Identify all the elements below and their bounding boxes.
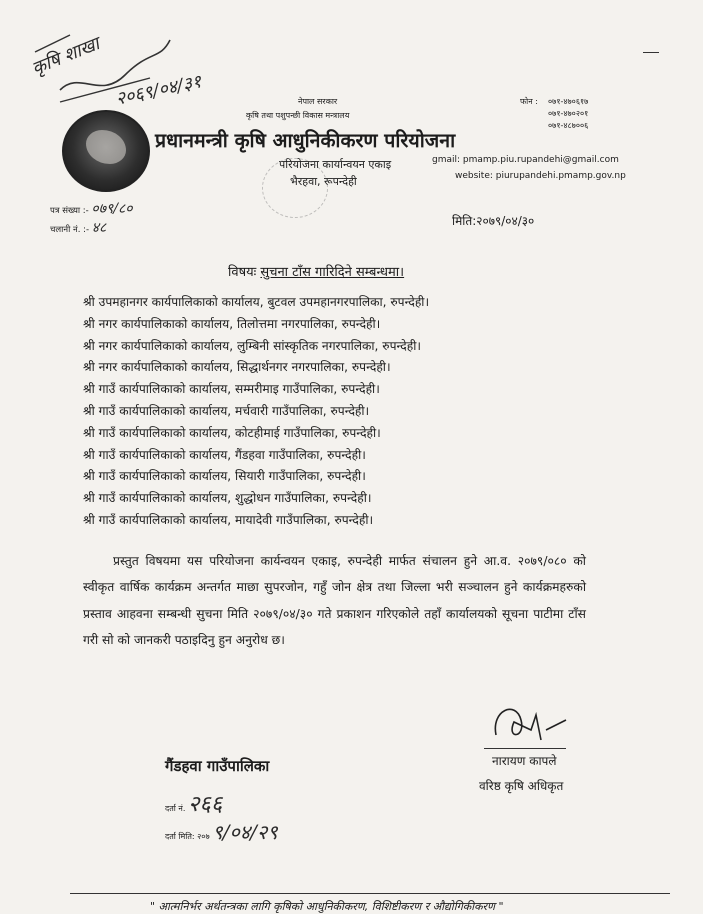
dispatch-number-value: ४८ <box>91 220 107 236</box>
handwritten-date: २०६९/०४/३१ <box>113 71 204 110</box>
signature-scribble-icon <box>486 700 576 750</box>
stamp-reg-date-label: दर्ता मिति: २०७ <box>165 832 210 841</box>
signatory-title: वरिष्ठ कृषि अधिकृत <box>479 779 564 793</box>
stamp-office: गैंडहवा गाउँपालिका <box>165 757 270 775</box>
handwritten-note <box>30 30 260 120</box>
recipient-item: श्री गाउँ कार्यपालिकाको कार्यालय, मायादेवी गाउँपालिका, रुपन्देही। <box>83 512 374 527</box>
recipient-item: श्री गाउँ कार्यपालिकाको कार्यालय, कोटहीमाई गाउँपालिका, रुपन्देही। <box>83 425 381 440</box>
stamp-reg-date-value: ९/०४/२९ <box>212 820 278 844</box>
stamp-reg-no-label: दर्ता नं. <box>165 804 186 813</box>
dispatch-number-label: चलानी नं. :- <box>50 225 90 235</box>
ministry-name: कृषि तथा पशुपन्छी विकास मन्त्रालय <box>246 111 350 120</box>
government-name: नेपाल सरकार <box>298 97 338 106</box>
margin-mark <box>643 52 659 53</box>
recipient-item: श्री गाउँ कार्यपालिकाको कार्यालय, सियारी गाउँपालिका, रुपन्देही। <box>83 469 366 484</box>
phone-2: ०७१-४७०२०१ <box>548 109 589 118</box>
project-title: प्रधानमन्त्री कृषि आधुनिकीकरण परियोजना <box>155 129 456 152</box>
phone-3: ०७१-४८७००६ <box>548 121 589 130</box>
recipient-item: श्री नगर कार्यपालिकाको कार्यालय, तिलोत्तमा नगरपालिका, रुपन्देही। <box>83 316 381 331</box>
office-seal-icon <box>262 158 328 218</box>
stamp-reg-no-row <box>165 788 222 818</box>
letter-number-row <box>50 199 133 218</box>
contact-email: gmail: pmamp.piu.rupandehi@gmail.com <box>432 155 619 165</box>
recipient-item: श्री गाउँ कार्यपालिकाको कार्यालय, शुद्धोधन गाउँपालिका, रुपन्देही। <box>83 491 372 506</box>
stamp-reg-date-row <box>165 818 278 845</box>
recipient-item: श्री गाउँ कार्यपालिकाको कार्यालय, गैंडहवा गाउँपालिका, रुपन्देही। <box>83 447 366 462</box>
phone-1: ०७१-४७०६१७ <box>548 97 589 106</box>
signatory-name: नारायण कापले <box>492 754 557 768</box>
office-location: भैरहवा, रूपन्देही <box>290 175 357 188</box>
subject-text: सुचना टाँस गारिदिने सम्बन्धमा। <box>260 265 405 280</box>
handwritten-note-line1: कृषि शाखा <box>28 33 103 80</box>
unit-name: परियोजना कार्यान्वयन एकाइ <box>279 158 392 171</box>
recipient-list <box>83 292 523 532</box>
recipient-item: श्री नगर कार्यपालिकाको कार्यालय, सिद्धार्थनगर नगरपालिका, रुपन्देही। <box>83 360 391 375</box>
recipient-item: श्री गाउँ कार्यपालिकाको कार्यालय, मर्चवारी गाउँपालिका, रुपन्देही। <box>83 403 370 418</box>
dispatch-number-row <box>50 218 106 237</box>
handwritten-scribble-icon <box>30 30 260 120</box>
recipient-item: श्री उपमहानगर कार्यपालिकाको कार्यालय, बुटवल उपमहानगरपालिका, रुपन्देही। <box>83 295 430 309</box>
received-stamp <box>155 748 340 858</box>
recipient-item: श्री नगर कार्यपालिकाको कार्यालय, लुम्बिनी सांस्कृतिक नगरपालिका, रुपन्देही। <box>83 338 421 353</box>
subject-line <box>228 262 404 280</box>
footer-slogan: " आत्मनिर्भर अर्थतन्त्रका लागि कृषिको आधुनिकीकरण, विशिष्टीकरण र औद्योगिकीकरण " <box>150 900 504 913</box>
footer-divider <box>70 893 670 894</box>
signature-line <box>484 748 566 749</box>
nepal-emblem-icon <box>62 110 150 192</box>
stamp-reg-no-value: २६६ <box>187 792 223 817</box>
letter-date: मिति:२०७९/०४/३० <box>452 214 535 228</box>
phone-label: फोन : <box>520 97 538 106</box>
subject-label: विषयः <box>228 265 257 280</box>
recipient-item: श्री गाउँ कार्यपालिकाको कार्यालय, सम्मरीमाइ गाउँपालिका, रुपन्देही। <box>83 382 380 397</box>
letter-number-value: ०७९/८० <box>91 201 133 217</box>
body-paragraph: प्रस्तुत विषयमा यस परियोजना कार्यन्वयन एकाइ, रुपन्देही मार्फत संचालन हुने आ.व. २०७९/०८० को स्वीकृत वार्षिक कार्यक्रम अन्तर्गत माछा सुपरजोन, गहुँ जोन क्षेत्र तथा जिल्ला भरी सञ्चालन हुने कार्यक्रमहरुको प्रस्ताव आहवना सम्बन्धी सुचना मिति २०७९/०४/३० गते प्रकाशन गरिएकोले तहाँ कार्यालयको सूचना पाटीमा टाँस गरी सो को जानकरी पठाइदिनु हुन अनुरोध छ। <box>83 554 586 648</box>
contact-website: website: piurupandehi.pmamp.gov.np <box>455 171 626 181</box>
letter-number-label: पत्र संख्या :- <box>50 206 89 216</box>
